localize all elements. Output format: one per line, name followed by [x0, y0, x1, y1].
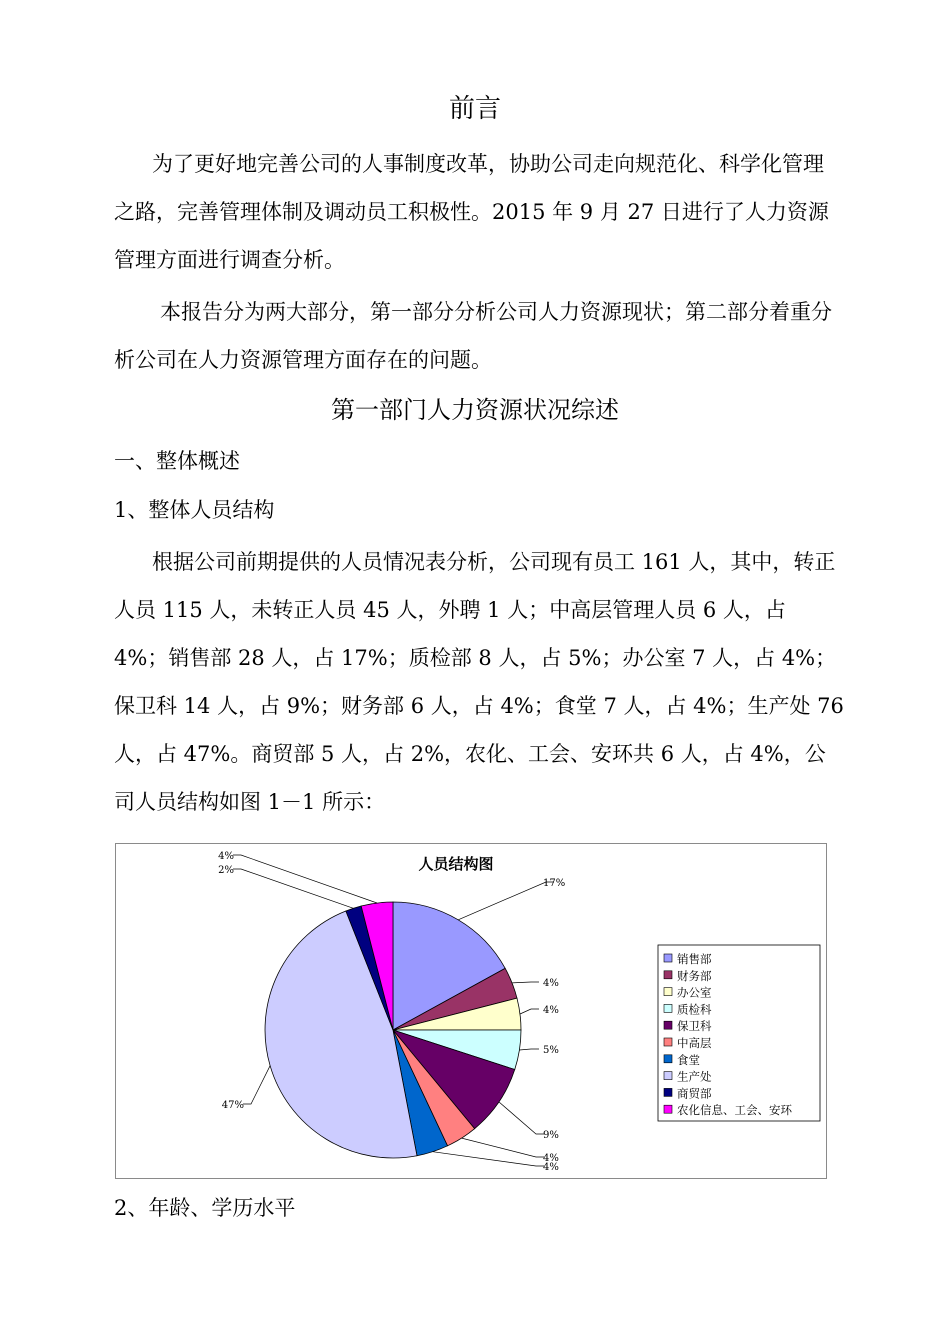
- personnel-structure-chart: [115, 843, 827, 1179]
- legend-label-9: 商贸部: [677, 1086, 712, 1101]
- legend-label-3: 办公室: [677, 985, 712, 1000]
- data-label-1: 17%: [543, 878, 566, 889]
- legend-swatch-10: [664, 1105, 672, 1113]
- legend-label-6: 中高层: [677, 1036, 712, 1050]
- leader-line-1: [458, 882, 554, 920]
- legend-swatch-3: [664, 988, 672, 996]
- data-label-2: 4%: [543, 978, 559, 989]
- data-label-10: 4%: [218, 851, 234, 862]
- data-label-9: 2%: [218, 865, 234, 876]
- structure-detail-paragraph: 根据公司前期提供的人员情况表分析，公司现有员工 161 人，其中，转正人员 115 人，未转正人员 45 人，外聘 1 人；中高层管理人员 6 人，占 4%；销售部 28 人，占 17%；质检部 8 人，占 5%；办公室 7 人，占 4%；保卫科 14 人，占 9%；财务部 6 人，占 4%；食堂 7 人，占 4%；生产处 76 人，占 47%。商贸部 5 人，占 2%，农化、工会、安环共 6 人，占 4%，公司人员结构如图 1－1 所示：: [114, 550, 844, 814]
- legend-swatch-1: [664, 954, 672, 962]
- data-label-7: 4%: [543, 1162, 559, 1173]
- legend-swatch-2: [664, 971, 672, 979]
- legend-swatch-8: [664, 1072, 672, 1080]
- pie-chart-svg: [116, 844, 828, 1180]
- leader-line-5: [499, 1102, 544, 1134]
- leader-line-10: [233, 855, 377, 903]
- legend-swatch-7: [664, 1055, 672, 1063]
- section-title: 第一部门人力资源状况综述: [331, 396, 619, 424]
- legend-swatch-4: [664, 1004, 672, 1012]
- page-title: 前言: [448, 94, 501, 124]
- leader-line-3: [520, 1009, 539, 1014]
- leader-line-8: [243, 1066, 270, 1104]
- legend-label-1: 销售部: [677, 952, 712, 966]
- data-label-6: 4%: [543, 1153, 559, 1164]
- heading-overview: 一、整体概述: [114, 449, 240, 473]
- heading-structure: 1、整体人员结构: [114, 498, 275, 522]
- legend-label-4: 质检科: [677, 1002, 712, 1017]
- heading-age-education: 2、年龄、学历水平: [114, 1196, 296, 1220]
- leader-line-6: [462, 1138, 544, 1157]
- data-label-5: 9%: [543, 1130, 559, 1141]
- legend-swatch-9: [664, 1088, 672, 1096]
- leader-line-7: [433, 1152, 544, 1166]
- data-label-3: 4%: [543, 1005, 559, 1016]
- leader-line-4: [519, 1049, 539, 1050]
- legend-label-5: 保卫科: [677, 1019, 712, 1034]
- intro-paragraph: 为了更好地完善公司的人事制度改革，协助公司走向规范化、科学化管理之路，完善管理体制及调动员工积极性。2015 年 9 月 27 日进行了人力资源管理方面进行调查分析。: [114, 152, 829, 272]
- legend-label-10: 农化信息、工会、安环: [677, 1103, 792, 1118]
- data-label-4: 5%: [543, 1045, 559, 1056]
- data-label-8: 47%: [221, 1100, 244, 1111]
- legend-label-8: 生产处: [677, 1069, 712, 1084]
- legend-swatch-6: [664, 1038, 672, 1046]
- legend-label-2: 财务部: [677, 968, 712, 983]
- structure-paragraph: 本报告分为两大部分，第一部分分析公司人力资源现状；第二部分着重分析公司在人力资源管理方面存在的问题。: [114, 300, 832, 372]
- legend-swatch-5: [664, 1021, 672, 1029]
- chart-title: 人员结构图: [418, 855, 494, 873]
- leader-line-2: [512, 982, 539, 983]
- legend-label-7: 食堂: [677, 1052, 700, 1067]
